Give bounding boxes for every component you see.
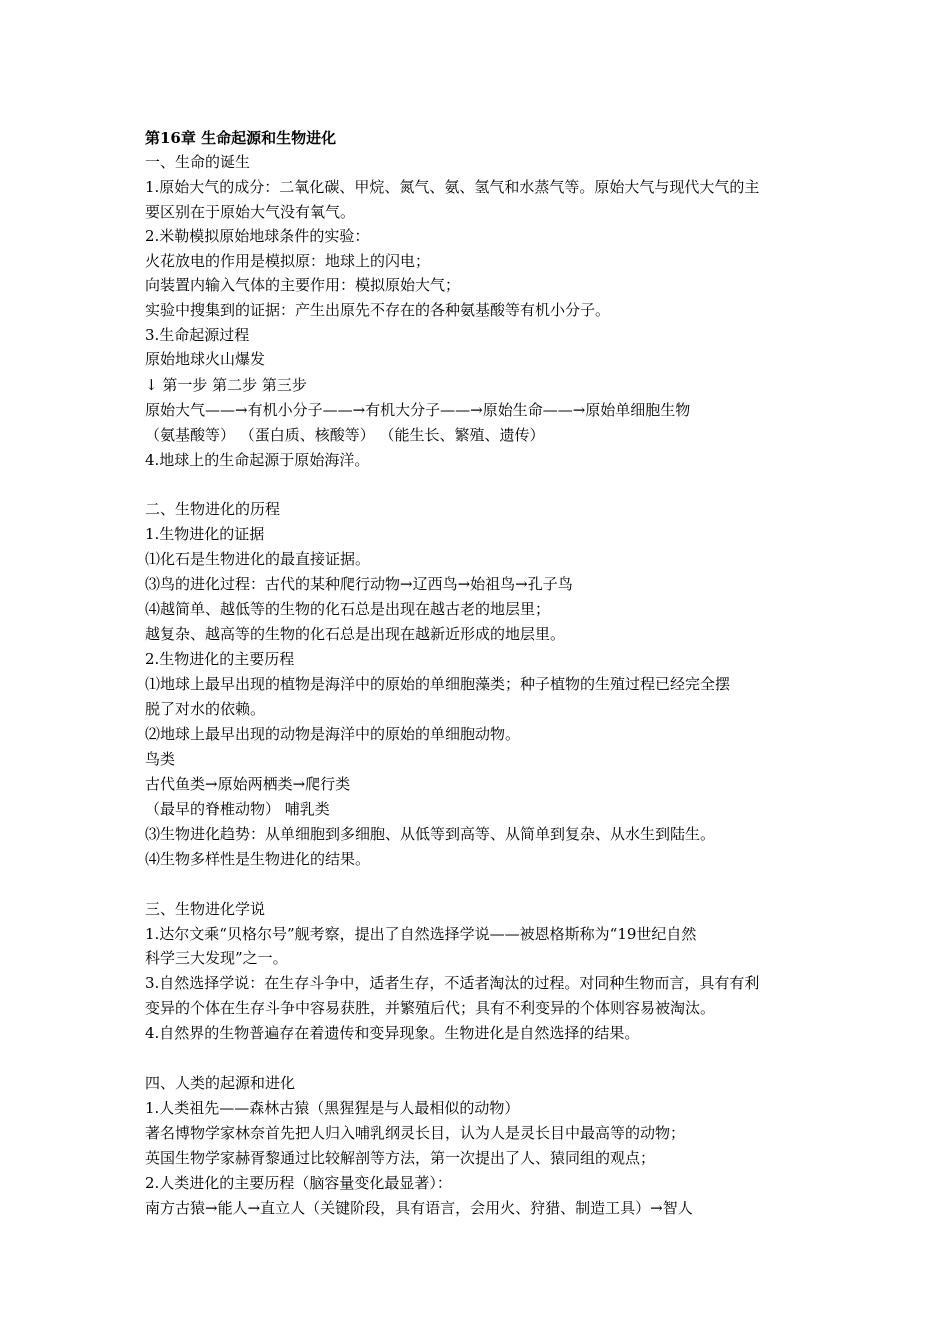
text-line: ⑷生物多样性是生物进化的结果。 [145, 850, 371, 868]
text-line: 火花放电的作用是模拟原：地球上的闪电； [145, 252, 431, 270]
section-heading: 三、生物进化学说 [145, 900, 266, 918]
text-line: ⑵地球上最早出现的动物是海洋中的原始的单细胞动物。 [145, 725, 521, 743]
chapter-title: 第16章 生命起源和生物进化 [145, 129, 337, 147]
section-heading: 二、生物进化的历程 [145, 500, 281, 518]
text-line: 原始地球火山爆发 [145, 350, 266, 368]
text-line: 变异的个体在生存斗争中容易获胜，并繁殖后代；具有不利变异的个体则容易被淘汰。 [145, 999, 716, 1017]
text-line: 南方古猿→能人→直立人（关键阶段，具有语言，会用火、狩猎、制造工具）→智人 [145, 1199, 693, 1217]
text-line: 要区别在于原始大气没有氧气。 [145, 203, 356, 221]
text-line: ⑴化石是生物进化的最直接证据。 [145, 550, 371, 568]
evolution-flow-line: 古代鱼类→原始两栖类→爬行类 [145, 775, 351, 793]
text-line: 脱了对水的依赖。 [145, 700, 266, 718]
text-line: 向装置内输入气体的主要作用：模拟原始大气； [145, 276, 461, 294]
flow-notes-line: （氨基酸等） （蛋白质、核酸等） （能生长、繁殖、遗传） [145, 426, 545, 444]
text-line: ⑴地球上最早出现的植物是海洋中的原始的单细胞藻类；种子植物的生殖过程已经完全摆 [145, 675, 731, 693]
text-line: ⑶生物进化趋势：从单细胞到多细胞、从低等到高等、从简单到复杂、从水生到陆生。 [145, 825, 716, 843]
text-line: 4.地球上的生命起源于原始海洋。 [145, 451, 370, 469]
text-line: 越复杂、越高等的生物的化石总是出现在越新近形成的地层里。 [145, 625, 566, 643]
branch-label-mammals: （最早的脊椎动物） 哺乳类 [145, 800, 330, 818]
text-line: 2.生物进化的主要历程 [145, 650, 295, 668]
text-line: 1.达尔文乘“贝格尔号”舰考察，提出了自然选择学说——被恩格斯称为“19世纪自然 [145, 925, 697, 943]
text-line: 英国生物学家赫胥黎通过比较解剖等方法，第一次提出了人、猿同组的观点； [145, 1149, 656, 1167]
text-line: 1.原始大气的成分：二氧化碳、甲烷、氮气、氨、氢气和水蒸气等。原始大气与现代大气的主 [145, 178, 760, 196]
text-line: 1.生物进化的证据 [145, 525, 265, 543]
text-line: 2.米勒模拟原始地球条件的实验： [145, 227, 370, 245]
section-heading: 四、人类的起源和进化 [145, 1074, 296, 1092]
text-line: 著名博物学家林奈首先把人归入哺乳纲灵长目，认为人是灵长目中最高等的动物； [145, 1124, 686, 1142]
text-line: 4.自然界的生物普遍存在着遗传和变异现象。生物进化是自然选择的结果。 [145, 1024, 640, 1042]
text-line: 实验中搜集到的证据：产生出原先不存在的各种氨基酸等有机小分子。 [145, 301, 611, 319]
flow-diagram-line: 原始大气——→有机小分子——→有机大分子——→原始生命——→原始单细胞生物 [145, 401, 691, 419]
text-line: 3.自然选择学说：在生存斗争中，适者生存，不适者淘汰的过程。对同种生物而言，具有有利 [145, 974, 760, 992]
branch-label-birds: 鸟类 [145, 750, 176, 768]
text-line: 3.生命起源过程 [145, 326, 250, 344]
text-line: 2.人类进化的主要历程（脑容量变化最显著）： [145, 1174, 452, 1192]
text-line: ⑶鸟的进化过程：古代的某种爬行动物→辽西鸟→始祖鸟→孔子鸟 [145, 575, 573, 593]
text-line: ⑷越简单、越低等的生物的化石总是出现在越古老的地层里； [145, 600, 551, 618]
section-heading: 一、生命的诞生 [145, 153, 251, 171]
text-line: 科学三大发现”之一。 [145, 949, 288, 967]
text-line: 1.人类祖先——森林古猿（黑猩猩是与人最相似的动物） [145, 1099, 520, 1117]
flow-step-labels: ↓ 第一步 第二步 第三步 [145, 376, 307, 394]
